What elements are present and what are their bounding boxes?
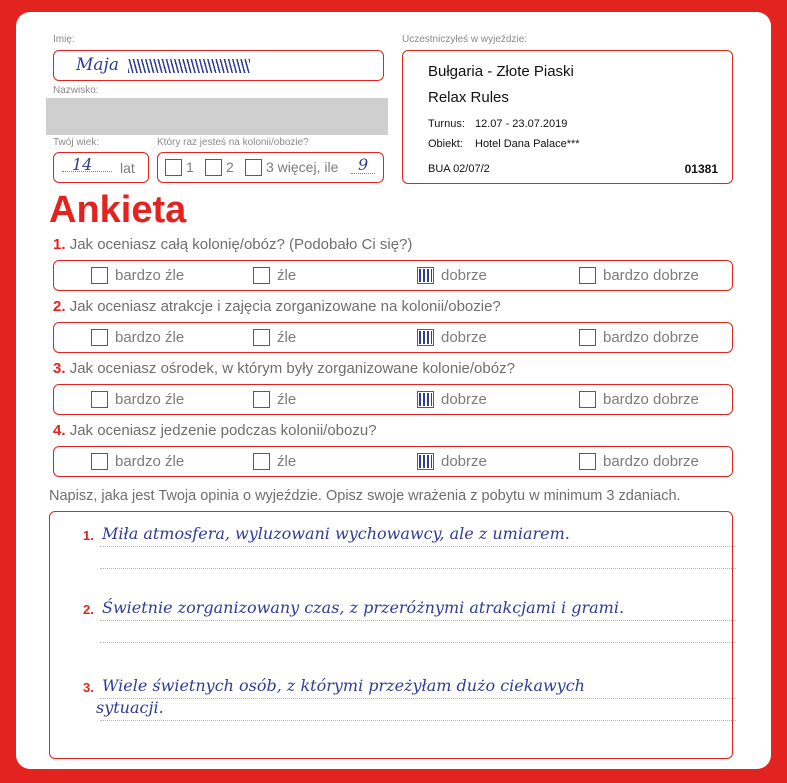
turnus-value: 12.07 - 23.07.2019 xyxy=(475,118,568,130)
question-label: Jak oceniasz atrakcje i zajęcia zorganizowane na kolonii/obozie? xyxy=(69,298,501,315)
times-option-2-label: 2 xyxy=(226,159,234,175)
survey-sheet xyxy=(16,12,771,769)
age-value: 14 xyxy=(72,155,93,174)
option-label: dobrze xyxy=(441,267,487,284)
handwritten-answer: Miła atmosfera, wyluzowani wychowawcy, ale z umiarem. xyxy=(102,524,570,543)
question-3-text xyxy=(53,360,515,377)
option-checkbox[interactable] xyxy=(417,391,434,408)
trip-destination: Bułgaria - Złote Piaski xyxy=(428,63,574,80)
first-name-label: Imię: xyxy=(53,34,75,45)
question-number: 2. xyxy=(53,298,66,315)
question-1-text xyxy=(53,236,412,253)
option-checkbox[interactable] xyxy=(91,329,108,346)
surname-scribble-redaction xyxy=(128,59,250,73)
option-checkbox[interactable] xyxy=(417,329,434,346)
question-2-options xyxy=(53,322,733,353)
question-2-text xyxy=(53,298,501,315)
question-label: Jak oceniasz jedzenie podczas kolonii/obozu? xyxy=(69,422,377,439)
option-label: dobrze xyxy=(441,453,487,470)
option-label: dobrze xyxy=(441,329,487,346)
trip-label: Uczestniczyłeś w wyjeździe: xyxy=(402,34,528,45)
writing-line xyxy=(100,720,736,721)
question-1-options xyxy=(53,260,733,291)
age-label: Twój wiek: xyxy=(53,137,100,148)
times-option-3-checkbox[interactable] xyxy=(245,159,262,176)
trip-info-box xyxy=(402,50,733,184)
answer-number: 3. xyxy=(83,680,94,695)
option-checkbox[interactable] xyxy=(253,329,270,346)
age-field[interactable] xyxy=(53,152,149,183)
first-name-field[interactable] xyxy=(53,50,384,81)
option-checkbox[interactable] xyxy=(579,391,596,408)
option-label: bardzo źle xyxy=(115,453,185,470)
handwritten-answer: Wiele świetnych osób, z którymi przeżyłam dużo ciekawych xyxy=(102,676,585,695)
question-number: 3. xyxy=(53,360,66,377)
question-number: 4. xyxy=(53,422,66,439)
obiekt-label: Obiekt: xyxy=(428,138,463,150)
option-checkbox[interactable] xyxy=(91,267,108,284)
obiekt-value: Hotel Dana Palace*** xyxy=(475,138,580,150)
surname-redaction xyxy=(46,98,388,135)
opinion-box[interactable] xyxy=(49,511,733,759)
option-label: źle xyxy=(277,453,297,470)
option-label: bardzo dobrze xyxy=(603,391,699,408)
option-label: źle xyxy=(277,329,297,346)
answer-number: 1. xyxy=(83,528,94,543)
opinion-prompt: Napisz, jaka jest Twoja opinia o wyjeździe. Opisz swoje wrażenia z pobytu w minimum 3 zdaniach. xyxy=(49,488,681,504)
times-option-2-checkbox[interactable] xyxy=(205,159,222,176)
times-count-value: 9 xyxy=(358,155,369,174)
option-checkbox[interactable] xyxy=(579,453,596,470)
option-checkbox[interactable] xyxy=(579,329,596,346)
option-checkbox[interactable] xyxy=(253,391,270,408)
answer-number: 2. xyxy=(83,602,94,617)
writing-line xyxy=(100,620,736,621)
times-label: Który raz jesteś na kolonii/obozie? xyxy=(157,137,309,148)
writing-line xyxy=(100,698,736,699)
times-option-3-label: 3 więcej, ile xyxy=(266,159,339,175)
times-option-1-checkbox[interactable] xyxy=(165,159,182,176)
handwritten-answer: sytuacji. xyxy=(96,698,164,717)
writing-line xyxy=(100,642,736,643)
option-label: bardzo dobrze xyxy=(603,267,699,284)
option-label: dobrze xyxy=(441,391,487,408)
surname-label: Nazwisko: xyxy=(53,85,99,96)
option-checkbox[interactable] xyxy=(253,453,270,470)
option-checkbox[interactable] xyxy=(91,453,108,470)
trip-number: 01381 xyxy=(684,162,718,176)
page-title: Ankieta xyxy=(49,189,187,231)
times-option-1-label: 1 xyxy=(186,159,194,175)
option-checkbox[interactable] xyxy=(417,453,434,470)
writing-line xyxy=(100,546,736,547)
option-checkbox[interactable] xyxy=(579,267,596,284)
option-checkbox[interactable] xyxy=(417,267,434,284)
question-3-options xyxy=(53,384,733,415)
question-label: Jak oceniasz całą kolonię/obóz? (Podobało Ci się?) xyxy=(69,236,413,253)
option-label: źle xyxy=(277,267,297,284)
question-label: Jak oceniasz ośrodek, w którym były zorganizowane kolonie/obóz? xyxy=(69,360,515,377)
first-name-value: Maja xyxy=(76,55,119,75)
question-4-options xyxy=(53,446,733,477)
option-checkbox[interactable] xyxy=(253,267,270,284)
handwritten-answer: Świetnie zorganizowany czas, z przeróżnymi atrakcjami i grami. xyxy=(102,598,625,617)
age-unit: lat xyxy=(120,160,135,176)
option-label: bardzo dobrze xyxy=(603,329,699,346)
turnus-label: Turnus: xyxy=(428,118,465,130)
trip-code: BUA 02/07/2 xyxy=(428,163,490,175)
option-checkbox[interactable] xyxy=(91,391,108,408)
option-label: bardzo źle xyxy=(115,391,185,408)
question-number: 1. xyxy=(53,236,66,253)
option-label: bardzo dobrze xyxy=(603,453,699,470)
option-label: źle xyxy=(277,391,297,408)
option-label: bardzo źle xyxy=(115,329,185,346)
trip-name: Relax Rules xyxy=(428,89,509,106)
times-field[interactable] xyxy=(157,152,384,183)
question-4-text xyxy=(53,422,377,439)
writing-line xyxy=(100,568,736,569)
option-label: bardzo źle xyxy=(115,267,185,284)
